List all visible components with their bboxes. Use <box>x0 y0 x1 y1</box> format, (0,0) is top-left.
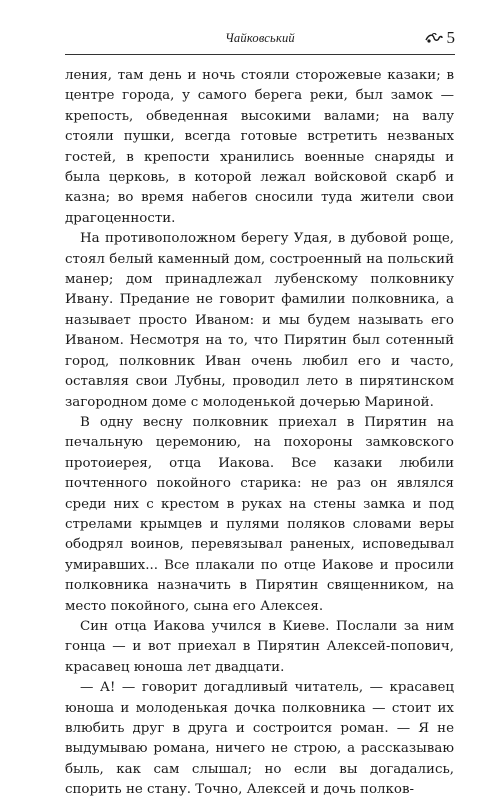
page-header <box>65 28 455 48</box>
fleuron-icon <box>425 32 443 44</box>
header-rule <box>65 54 455 55</box>
running-title: Чайковський <box>225 30 295 45</box>
page-number: 5 <box>446 28 455 47</box>
page-number-block <box>425 28 456 48</box>
paragraph: В одну весну полковник приехал в Пирятин на печальную церемонию, на похороны замковского протоиерея, отца Иакова. Все казаки любили почтенного покойного старика: не раз он являлся среди них с крестом в руках на стены замка и под стрелами крымцев и пулями поляков словами веры ободрял воинов, перевязывал раненых, исповедывал умиравших... Все плакали по отце Иакове и просили полковника назначить в Пирятин священником, на место покойного, сына его Алексея. <box>65 414 454 614</box>
paragraph: Син отца Иакова учился в Киеве. Послали за ним гонца — и вот приехал в Пирятин Алексей-попович, красавец юноша лет двадцати. <box>65 618 454 675</box>
paragraph: — А! — говорит догадливый читатель, — красавец юноша и молоденькая дочка полковника — стоит их влюбить друг в друга и состроится роман. — Я не выдумываю романа, ничего не строю, а рассказываю быль, как сам слышал; но если вы догадались, спорить не стану. Точно, Алексей и дочь полков- <box>65 680 454 798</box>
body-text <box>65 66 454 801</box>
paragraph: ления, там день и ночь стояли сторожевые казаки; в центре города, у самого берега реки, был замок — крепость, обведенная высокими валами; на валу стояли пушки, всегда готовые встретить незваных гостей, в крепости хранились военные снаряды и была церковь, в которой лежал войсковой скарб и казна; во время набегов сносили туда жители свои драгоценности. <box>65 68 454 226</box>
paragraph: На противоположном берегу Удая, в дубовой роще, стоял белый каменный дом, состроенный на польский манер; дом принадлежал лубенскому полковнику Ивану. Предание не говорит фамилии полковника, а называет просто Иваном: и мы будем называть его Иваном. Несмотря на то, что Пирятин был сотенный город, полковник Иван очень любил его и часто, оставляя свои Лубны, проводил лето в пирятинском загородном доме с молоденькой дочерью Мариной. <box>65 231 454 410</box>
